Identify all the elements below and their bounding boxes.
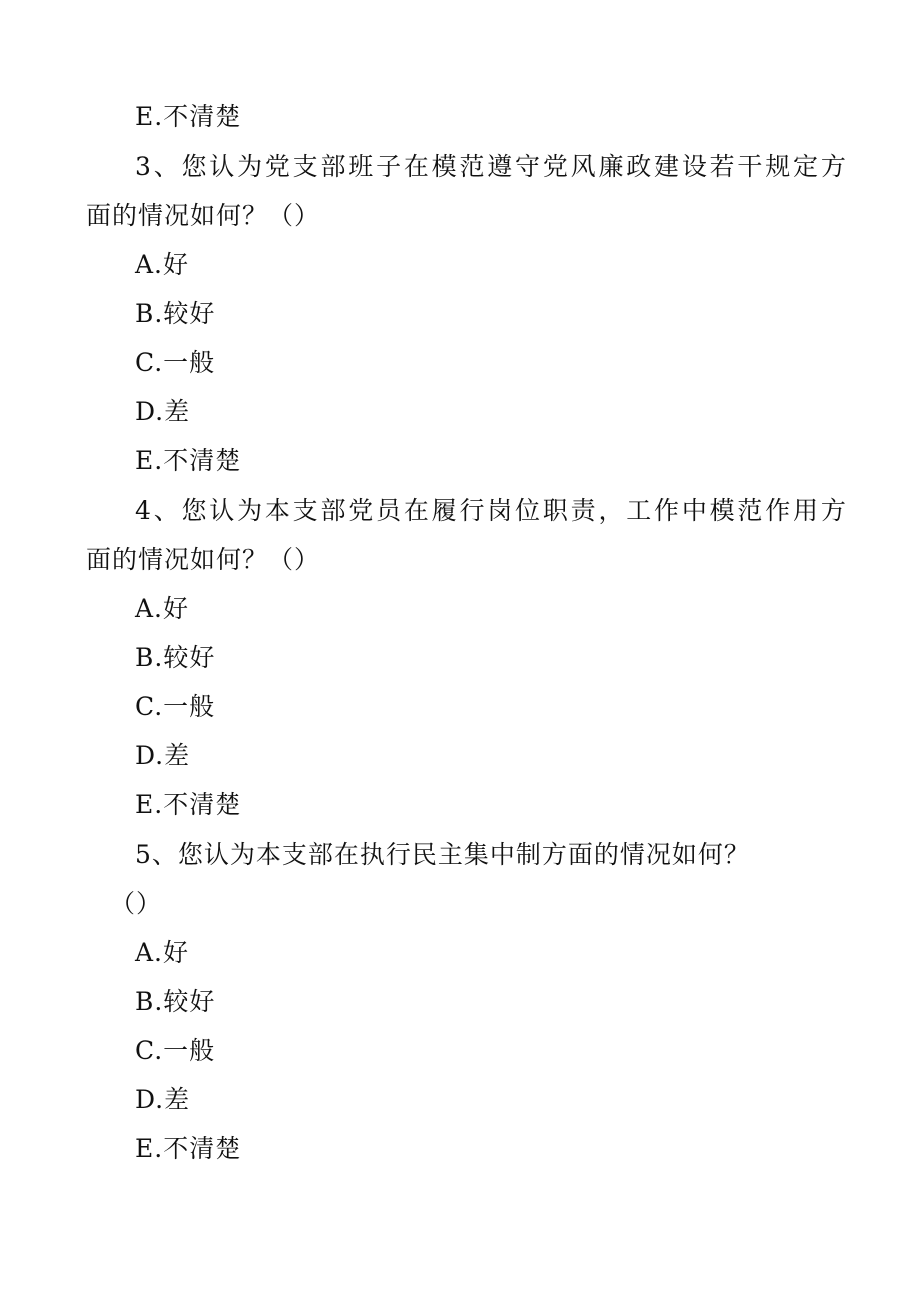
glyph: 部 <box>320 152 347 181</box>
glyph: 定 <box>793 152 820 181</box>
glyph: ， <box>598 496 625 525</box>
glyph: 责 <box>570 496 597 525</box>
glyph: 4 <box>135 496 152 525</box>
option-d-q3: D.差 <box>135 397 191 426</box>
glyph: 中 <box>681 496 708 525</box>
glyph: 在 <box>403 496 430 525</box>
glyph: 部 <box>320 496 347 525</box>
glyph: 为 <box>237 152 264 181</box>
option-c-q3: C.一般 <box>135 348 216 377</box>
glyph: 认 <box>209 496 236 525</box>
glyph: 子 <box>376 152 403 181</box>
glyph: 干 <box>737 152 764 181</box>
glyph: 政 <box>626 152 653 181</box>
glyph: 风 <box>570 152 597 181</box>
glyph: 范 <box>737 496 764 525</box>
glyph: 模 <box>709 496 736 525</box>
option-b-q3: B.较好 <box>135 299 216 328</box>
glyph: 支 <box>292 152 319 181</box>
glyph: 党 <box>348 496 375 525</box>
option-d-q5: D.差 <box>135 1085 191 1114</box>
glyph: 若 <box>709 152 736 181</box>
glyph: 位 <box>515 496 542 525</box>
glyph: 模 <box>431 152 458 181</box>
glyph: 、 <box>153 496 180 525</box>
option-b-q5: B.较好 <box>135 987 216 1016</box>
glyph: 廉 <box>598 152 625 181</box>
glyph: 方 <box>820 496 847 525</box>
option-c-q4: C.一般 <box>135 692 216 721</box>
option-e-q4: E.不清楚 <box>135 790 242 819</box>
glyph: 遵 <box>487 152 514 181</box>
glyph: 履 <box>431 496 458 525</box>
glyph: 员 <box>376 496 403 525</box>
option-d-q4: D.差 <box>135 741 191 770</box>
glyph: 作 <box>654 496 681 525</box>
glyph: 规 <box>765 152 792 181</box>
glyph: 您 <box>181 496 208 525</box>
glyph: 设 <box>681 152 708 181</box>
glyph: 行 <box>459 496 486 525</box>
glyph: 职 <box>542 496 569 525</box>
option-b-q4: B.较好 <box>135 643 216 672</box>
glyph: 守 <box>515 152 542 181</box>
question-5-line-2: （） <box>110 889 163 918</box>
glyph: 、 <box>153 152 180 181</box>
glyph: 在 <box>403 152 430 181</box>
glyph: 作 <box>765 496 792 525</box>
option-a-q4: A.好 <box>135 594 190 623</box>
option-e-q3: E.不清楚 <box>135 446 242 475</box>
glyph: 党 <box>542 152 569 181</box>
option-a-q3: A.好 <box>135 250 190 279</box>
option-a-q5: A.好 <box>135 938 190 967</box>
glyph: 您 <box>181 152 208 181</box>
glyph: 为 <box>237 496 264 525</box>
glyph: 岗 <box>487 496 514 525</box>
glyph: 范 <box>459 152 486 181</box>
question-3-line-1 <box>135 150 847 184</box>
glyph: 本 <box>264 496 291 525</box>
glyph: 3 <box>135 152 152 181</box>
glyph: 建 <box>654 152 681 181</box>
question-4-line-1 <box>135 494 847 528</box>
option-c-q5: C.一般 <box>135 1036 216 1065</box>
glyph: 方 <box>820 152 847 181</box>
glyph: 工 <box>626 496 653 525</box>
question-4-line-2: 面的情况如何？（） <box>86 545 321 574</box>
question-5-line-1: 5、您认为本支部在执行民主集中制方面的情况如何？ <box>135 840 750 869</box>
glyph: 支 <box>292 496 319 525</box>
option-e-q2: E.不清楚 <box>135 102 242 131</box>
option-e-q5: E.不清楚 <box>135 1134 242 1163</box>
glyph: 党 <box>264 152 291 181</box>
glyph: 认 <box>209 152 236 181</box>
glyph: 用 <box>793 496 820 525</box>
question-3-line-2: 面的情况如何？（） <box>86 201 321 230</box>
glyph: 班 <box>348 152 375 181</box>
